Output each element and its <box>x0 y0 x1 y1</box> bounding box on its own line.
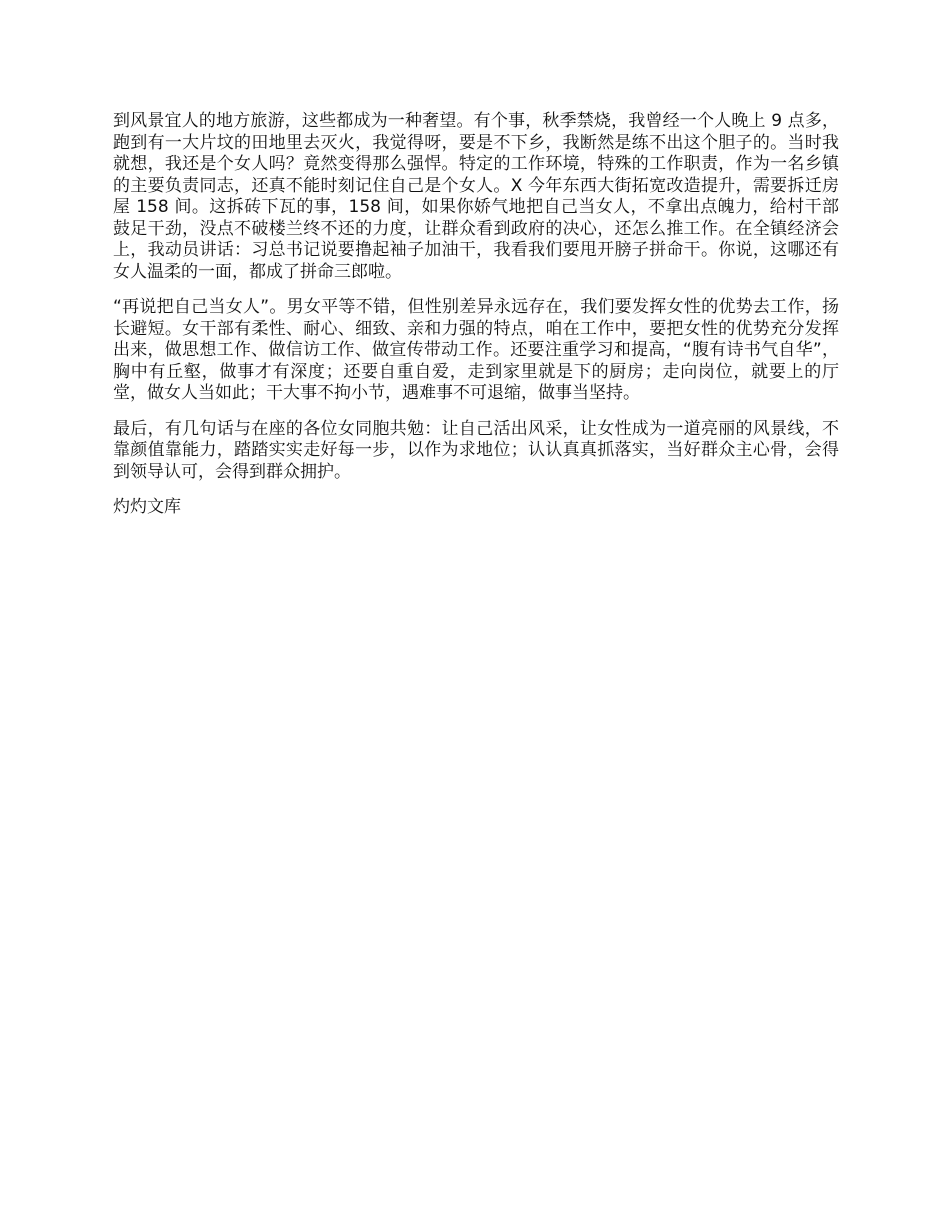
paragraph-3: 最后，有几句话与在座的各位女同胞共勉：让自己活出风采，让女性成为一道亮丽的风景线，不靠颜值靠能力，踏踏实实走好每一步，以作为求地位；认认真真抓落实，当好群众主心骨，会得到领导认可，会得到群众拥护。 <box>113 418 839 482</box>
footer-brand-text: 灼灼文库 <box>113 497 181 517</box>
paragraph-2: “再说把自己当女人”。男女平等不错，但性别差异永远存在，我们要发挥女性的优势去工作，扬长避短。女干部有柔性、耐心、细致、亲和力强的特点，咱在工作中，要把女性的优势充分发挥出来，做思想工作、做信访工作、做宣传带动工作。还要注重学习和提高，“腹有诗书气自华”，胸中有丘壑，做事才有深度；还要自重自爱，走到家里就是下的厨房；走向岗位，就要上的厅堂，做女人当如此；干大事不拘小节，遇难事不可退缩，做事当坚持。 <box>113 297 839 403</box>
document-body <box>113 111 839 519</box>
paragraph-1: 到风景宜人的地方旅游，这些都成为一种奢望。有个事，秋季禁烧，我曾经一个人晚上 9 点多，跑到有一大片坟的田地里去灭火，我觉得呀，要是不下乡，我断然是练不出这个胆子的。当时我就想，我还是个女人吗？竟然变得那么强悍。特定的工作环境，特殊的工作职责，作为一名乡镇的主要负责同志，还真不能时刻记住自己是个女人。X 今年东西大街拓宽改造提升，需要拆迁房屋 158 间。这拆砖下瓦的事，158 间，如果你娇气地把自己当女人，不拿出点魄力，给村干部鼓足干劲，没点不破楼兰终不还的力度，让群众看到政府的决心，还怎么推工作。在全镇经济会上，我动员讲话：习总书记说要撸起袖子加油干，我看我们要甩开膀子拼命干。你说，这哪还有女人温柔的一面，都成了拼命三郎啦。 <box>113 111 839 282</box>
